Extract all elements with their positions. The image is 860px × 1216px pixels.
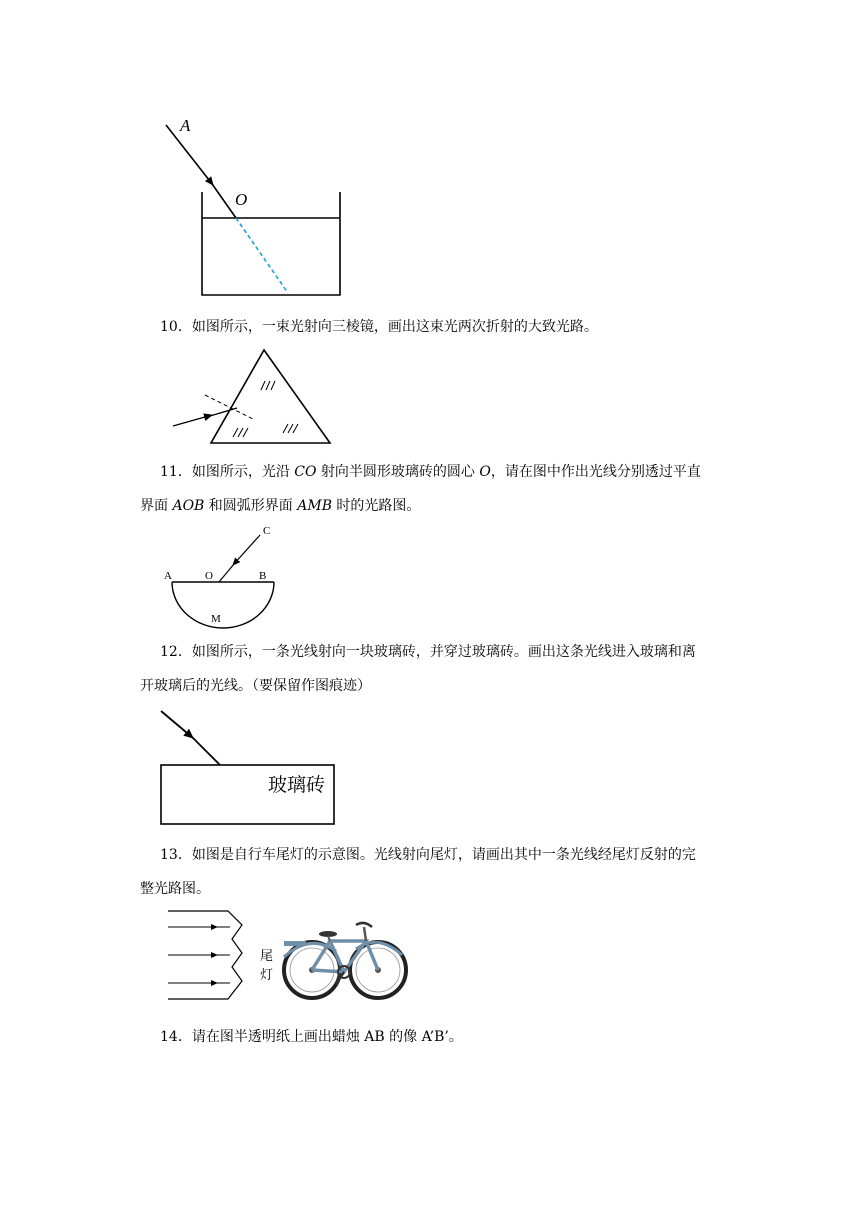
question-number: 14． (160, 1029, 192, 1045)
label-b: B (259, 570, 267, 582)
normal-dashed (205, 395, 255, 420)
glass-hatch (233, 381, 298, 437)
question-11: 11．如图所示，光沿 CO 射向半圆形玻璃砖的圆心 O，请在图中作出光线分别透过平直 界面 AOB 和圆弧形界面 AMB 时的光路图。 (140, 464, 701, 514)
question-number: 10． (160, 319, 192, 335)
incident-ray (161, 711, 193, 738)
prism-triangle (211, 350, 330, 443)
glass-brick-figure (155, 705, 340, 830)
brick-label: 玻璃砖 (268, 774, 326, 796)
question-number: 11． (160, 464, 192, 480)
bicycle-illustration (284, 923, 406, 998)
refracted-ray-dashed (236, 218, 288, 293)
tail-label-1: 尾 (260, 949, 274, 964)
label-c: C (263, 525, 271, 537)
prism-figure (165, 345, 345, 450)
question-10 (160, 310, 740, 344)
tank-outline (202, 192, 340, 295)
water-tank-figure (150, 105, 360, 300)
label-m: M (211, 613, 221, 625)
tail-label-2: 灯 (260, 968, 274, 983)
incident-ray (233, 535, 260, 565)
label-a: A (164, 570, 172, 582)
label-o: O (235, 190, 248, 209)
tail-light-figure (160, 905, 420, 1010)
question-number: 12． (160, 644, 192, 660)
question-text: 请在图半透明纸上画出蜡烛 AB 的像 A’B’。 (191, 1029, 463, 1045)
label-o: O (205, 570, 213, 582)
question-12: 12．如图所示，一条光线射向一块玻璃砖，并穿过玻璃砖。画出这条光线进入玻璃和离 开玻璃后的光线。（要保留作图痕迹） (140, 644, 696, 694)
incident-ray (173, 415, 212, 426)
arc-surface (172, 582, 274, 628)
question-text: 如图所示，一束光射向三棱镜，画出这束光两次折射的大致光路。 (191, 319, 598, 335)
question-14 (160, 1020, 740, 1054)
question-number: 13． (160, 847, 192, 863)
question-13: 13．如图是自行车尾灯的示意图。光线射向尾灯，请画出其中一条光线经尾灯反射的完 整光路图。 (140, 847, 696, 897)
semicircle-figure (158, 520, 288, 630)
label-a: A (180, 116, 191, 135)
